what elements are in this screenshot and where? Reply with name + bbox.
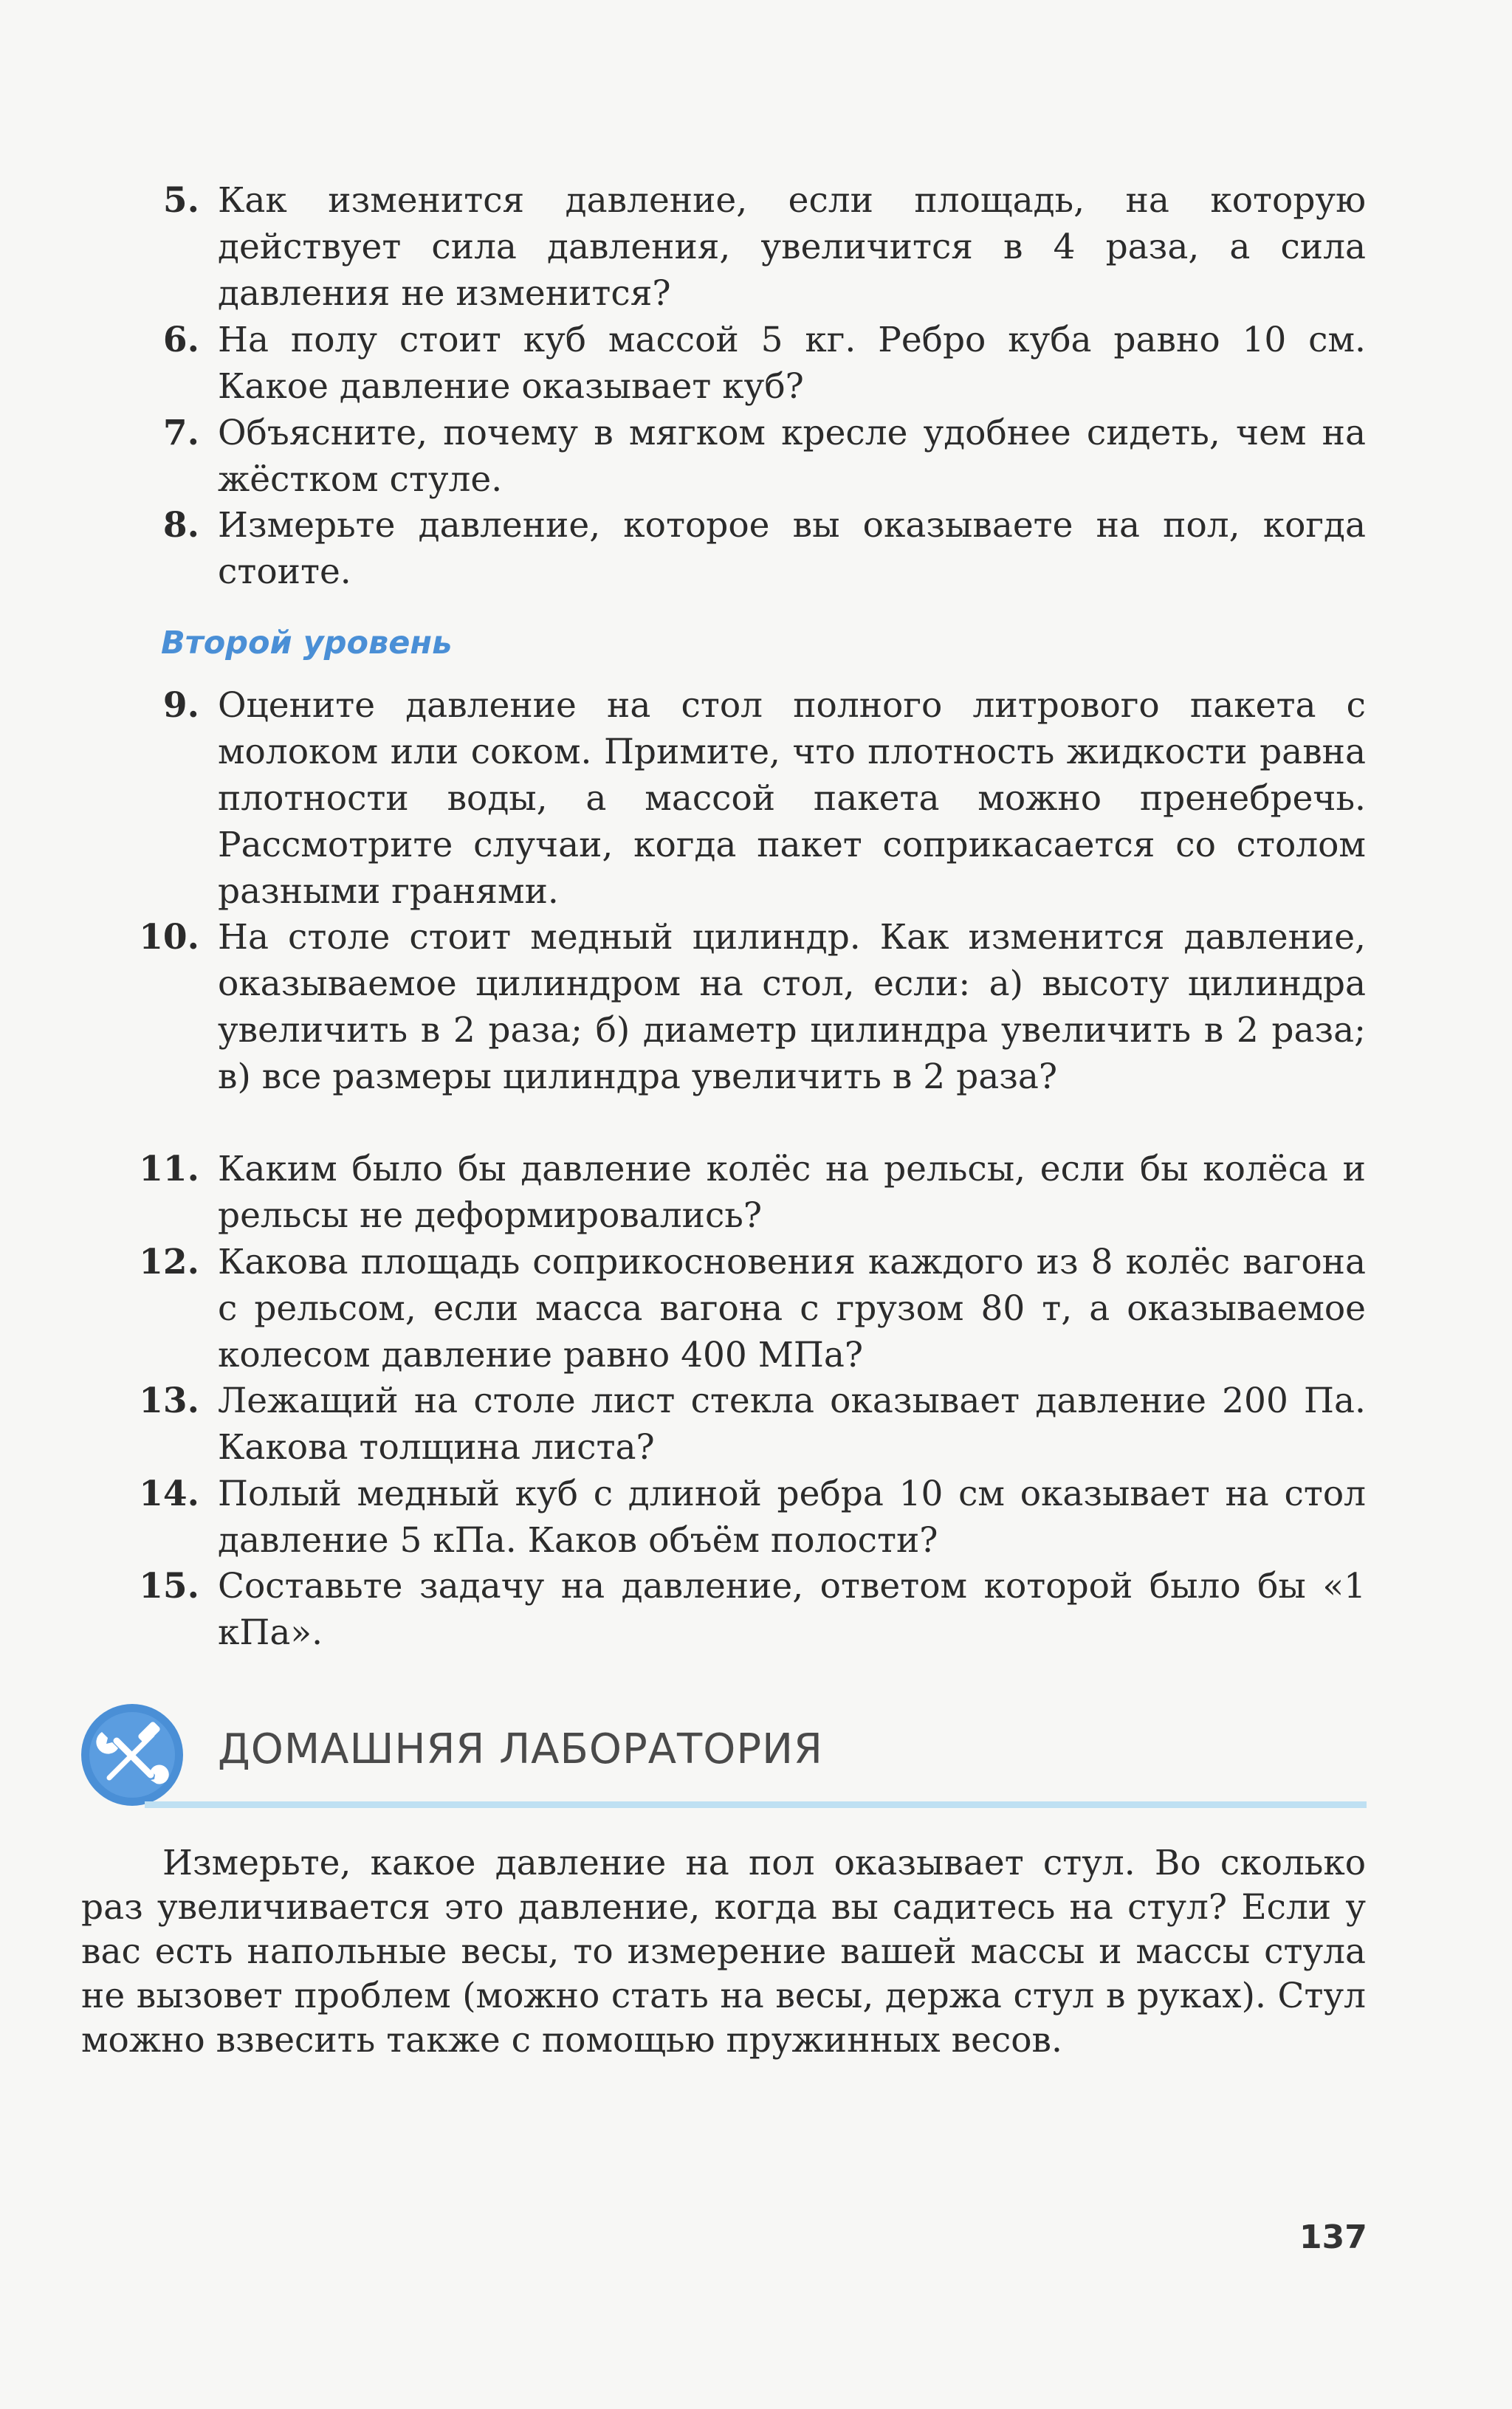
level-heading: Второй уровень [161, 625, 453, 661]
question-text: На столе стоит медный цилиндр. Как изменится давление, оказываемое цилиндром на стол, если: а) высоту цилиндра увеличить в 2 раза; б) диаметр цилиндра увеличить в 2 раза; в) все размеры цилиндра увеличить в 2 раза? [218, 917, 1366, 1097]
question-text: Составьте задачу на давление, ответом которой было бы «1 кПа». [218, 1566, 1366, 1653]
question-text: Лежащий на столе лист стекла оказывает давление 200 Па. Какова толщина листа? [218, 1381, 1366, 1468]
lab-title: ДОМАШНЯЯ ЛАБОРАТОРИЯ [218, 1725, 823, 1773]
lab-text: Измерьте, какое давление на пол оказывает стул. Во сколько раз увеличивается это давление, когда вы садитесь на стул? Если у вас есть напольные весы, то измерение вашей массы и массы стула не вызовет проблем (можно стать на весы, держа стул в руках). Стул можно взвесить также с помощью пружинных весов. [81, 1843, 1366, 2061]
question-number: 5. [162, 180, 199, 221]
question-number: 13. [139, 1381, 199, 1421]
question-number: 15. [139, 1566, 199, 1606]
question-text: Измерьте давление, которое вы оказываете на пол, когда стоите. [218, 505, 1366, 592]
question-number: 11. [139, 1149, 199, 1189]
question-number: 6. [162, 320, 199, 360]
question-text: Объясните, почему в мягком кресле удобнее сидеть, чем на жёстком стуле. [218, 413, 1366, 500]
question-number: 12. [139, 1242, 199, 1282]
question-text: Каким было бы давление колёс на рельсы, если бы колёса и рельсы не деформировались? [218, 1149, 1366, 1236]
question-number: 10. [139, 917, 199, 958]
question-text: Как изменится давление, если площадь, на которую действует сила давления, увеличится в 4 раза, а сила давления не изменится? [218, 180, 1366, 314]
question-number: 9. [162, 685, 199, 726]
question-text: Оцените давление на стол полного литрового пакета с молоком или соком. Примите, что плотность жидкости равна плотности воды, а массой пакета можно пренебречь. Рассмотрите случаи, когда пакет соприкасается со столом разными гранями. [218, 685, 1366, 912]
tools-icon [80, 1702, 185, 1807]
page-number: 137 [1299, 2219, 1367, 2256]
question-text: На полу стоит куб массой 5 кг. Ребро куба равно 10 см. Какое давление оказывает куб? [218, 320, 1366, 407]
question-number: 8. [162, 505, 199, 546]
question-number: 14. [139, 1474, 199, 1514]
question-text: Какова площадь соприкосновения каждого из 8 колёс вагона с рельсом, если масса вагона с грузом 80 т, а оказываемое колесом давление равно 400 МПа? [218, 1242, 1366, 1375]
question-number: 7. [162, 413, 199, 453]
question-text: Полый медный куб с длиной ребра 10 см оказывает на стол давление 5 кПа. Каков объём полости? [218, 1474, 1366, 1561]
section-divider [145, 1801, 1367, 1808]
